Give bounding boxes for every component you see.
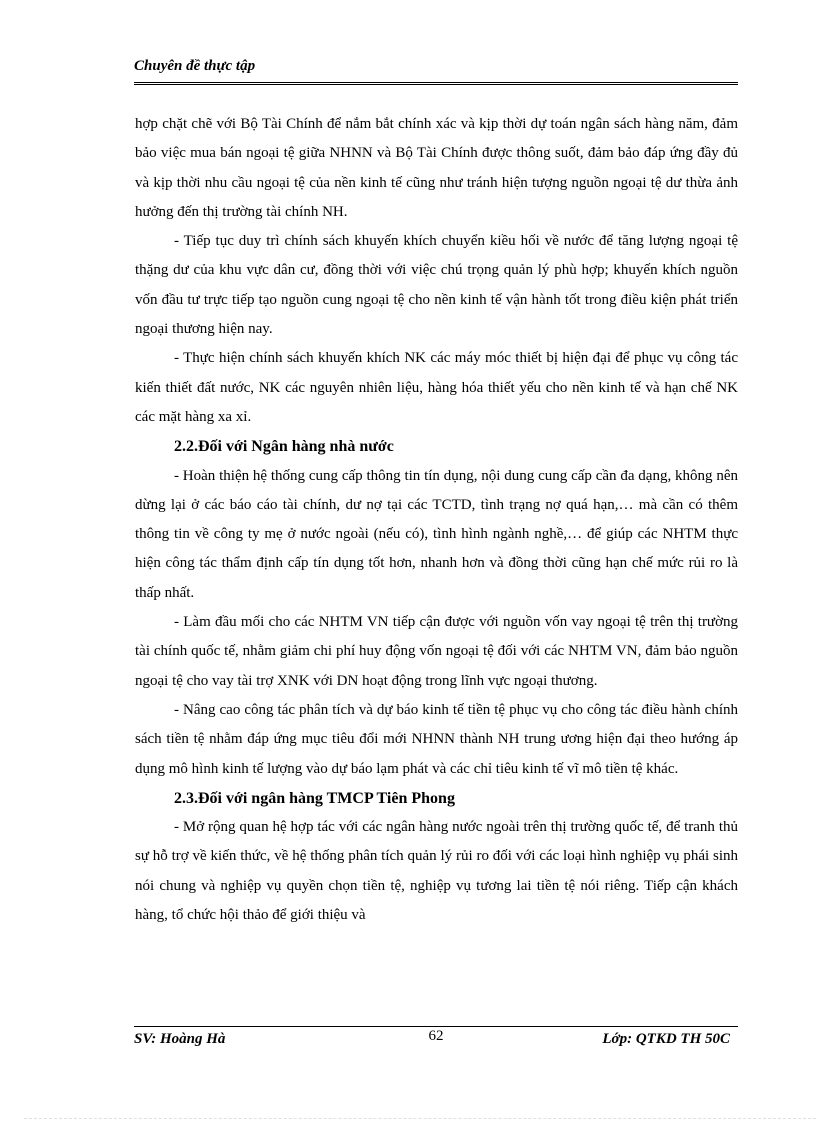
footer-page-number: 62 <box>428 1028 444 1044</box>
paragraph-3: - Thực hiện chính sách khuyến khích NK các máy móc thiết bị hiện đại để phục vụ công tác kiến thiết đất nước, NK các nguyên nhiên liệu, hàng hóa thiết yếu cho nền kinh tế và hạn chế NK các mặt hàng xa xỉ. <box>135 350 738 425</box>
page-footer <box>134 1026 738 1057</box>
paragraph-4: - Hoàn thiện hệ thống cung cấp thông tin tín dụng, nội dung cung cấp cần đa dạng, không nên dừng lại ở các báo cáo tài chính, dư nợ tại các TCTD, tình trạng nợ quá hạn,… mà cần có thêm thông tin về công ty mẹ ở nước ngoài (nếu có), tình hình ngành nghề,… để giúp các NHTM thực hiện công tác thẩm định cấp tín dụng tốt hơn, nhanh hơn và đồng thời cũng hạn chế mức rủi ro là thấp nhất. <box>135 467 738 601</box>
page-header <box>134 56 738 85</box>
paragraph-6: - Nâng cao công tác phân tích và dự báo kinh tế tiền tệ phục vụ cho công tác điều hành chính sách tiền tệ nhằm đáp ứng mục tiêu đổi mới NHNN thành NH trung ương hiện đại theo hướng áp dụng mô hình kinh tế lượng vào dự báo lạm phát và các chỉ tiêu kinh tế vĩ mô tiền tệ khác. <box>135 701 738 777</box>
document-body <box>135 110 738 930</box>
section-heading-2-3: 2.3.Đối với ngân hàng TMCP Tiên Phong <box>174 789 455 807</box>
paragraph-2: - Tiếp tục duy trì chính sách khuyến khích chuyển kiều hối về nước để tăng lượng ngoại tệ thặng dư của khu vực dân cư, đồng thời với việc chú trọng quản lý phù hợp; khuyến khích nguồn vốn đầu tư trực tiếp tạo nguồn cung ngoại tệ cho nền kinh tế vận hành tốt trong điều kiện phát triển ngoại thương hiện nay. <box>135 233 738 338</box>
paragraph-7: - Mở rộng quan hệ hợp tác với các ngân hàng nước ngoài trên thị trường quốc tế, để tranh thủ sự hỗ trợ về kiến thức, về hệ thống phân tích quản lý rủi ro đối với các loại hình nghiệp vụ phái sinh nói chung và nghiệp vụ quyền chọn tiền tệ, nghiệp vụ tương lai tiền tệ nói riêng. Tiếp cận khách hàng, tổ chức hội thảo để giới thiệu và <box>135 819 738 924</box>
footer-student: SV: Hoàng Hà <box>134 1031 226 1047</box>
paragraph-5: - Làm đầu mối cho các NHTM VN tiếp cận được với nguồn vốn vay ngoại tệ trên thị trường tài chính quốc tế, nhằm giảm chi phí huy động vốn ngoại tệ đối với các NHTM VN, đảm bảo nguồn ngoại tệ cho vay tài trợ XNK với DN hoạt động trong lĩnh vực ngoại thương. <box>135 614 738 689</box>
footer-class: Lớp: QTKD TH 50C <box>602 1031 730 1047</box>
paragraph-1: hợp chặt chẽ với Bộ Tài Chính để nắm bắt chính xác và kịp thời dự toán ngân sách hàng năm, đảm bảo việc mua bán ngoại tệ giữa NHNN và Bộ Tài Chính được thông suốt, đảm bảo đáp ứng đầy đủ và kịp thời nhu cầu ngoại tệ của nền kinh tế cũng như tránh hiện tượng nguồn ngoại tệ dư thừa ảnh hưởng đến thị trường tài chính NH. <box>135 116 738 220</box>
header-title: Chuyên đề thực tập <box>134 58 256 74</box>
section-heading-2-2: 2.2.Đối với Ngân hàng nhà nước <box>174 438 394 456</box>
page-boundary-divider <box>24 1118 816 1119</box>
